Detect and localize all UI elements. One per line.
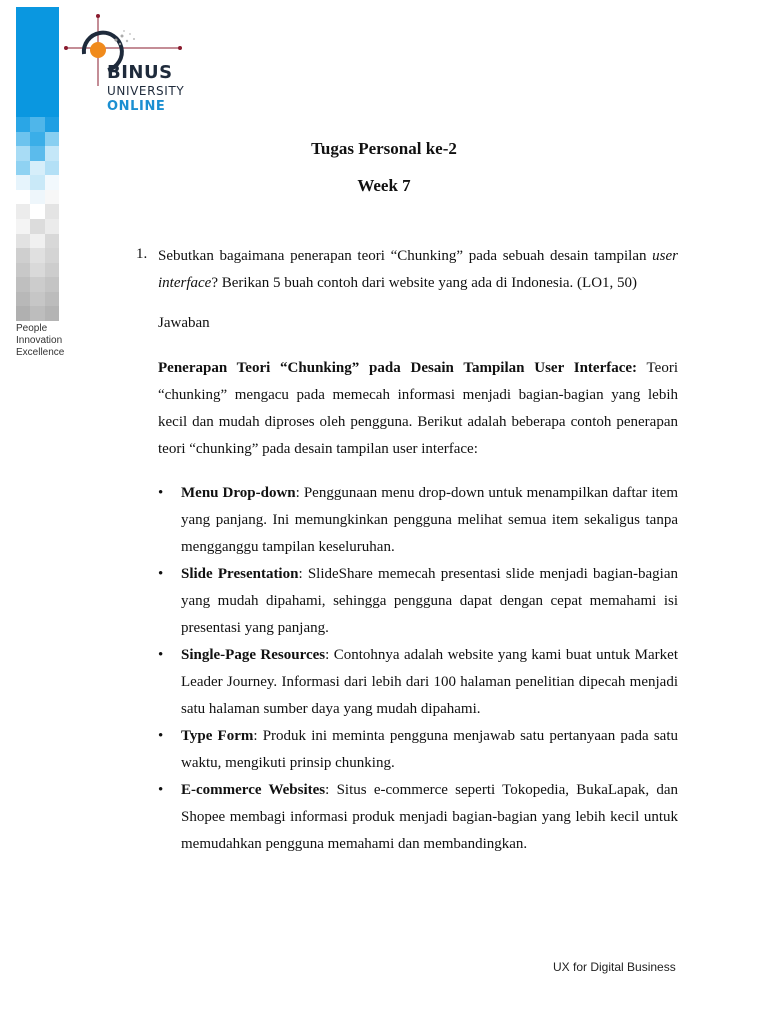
mosaic-tile — [16, 263, 30, 278]
question-text — [158, 243, 678, 297]
question-text-part-1: Sebutkan bagaimana penerapan teori “Chunking” pada sebuah desain tampilan — [158, 248, 653, 264]
answer-intro-heading: Penerapan Teori “Chunking” pada Desain Tampilan User Interface: — [158, 360, 638, 376]
question-text-part-2: ? Berikan 5 buah contoh dari website yang ada di Indonesia. (LO1, 50) — [211, 275, 638, 291]
mosaic-tile — [45, 306, 59, 321]
document-title: Tugas Personal ke-2 — [311, 139, 457, 158]
side-decoration-bar — [16, 7, 59, 321]
mosaic-tile — [30, 306, 44, 321]
mosaic-tile — [16, 204, 30, 219]
mosaic-tile — [45, 204, 59, 219]
logo-brand-text: BINUS — [107, 62, 173, 83]
list-item-term: E-commerce Websites — [181, 782, 326, 798]
tagline-line-3: Excellence — [16, 347, 65, 358]
mosaic-tile — [16, 234, 30, 249]
tagline — [16, 323, 64, 359]
logo-online-text: ONLINE — [107, 99, 166, 114]
mosaic-tile — [30, 292, 44, 307]
answer-intro-text: Teori “chunking” mengacu pada memecah informasi menjadi bagian-bagian yang lebih kecil dan mudah diproses oleh pengguna. Berikut adalah beberapa contoh penerapan teori “chunking” pada desain tampilan user interface: — [158, 360, 678, 457]
mosaic-tile — [30, 263, 44, 278]
mosaic-tile — [30, 219, 44, 234]
answer-label: Jawaban — [158, 315, 210, 331]
side-bar-blue-block — [16, 7, 59, 117]
mosaic-tile — [45, 263, 59, 278]
bullet-icon: • — [158, 566, 164, 582]
mosaic-tile — [30, 204, 44, 219]
list-item-text: : SlideShare memecah presentasi slide menjadi bagian-bagian yang mudah dipahami, sehingga pengguna dapat dengan cepat memahami isi presentasi yang panjang. — [181, 566, 678, 636]
list-item — [158, 561, 678, 642]
bullet-icon: • — [158, 782, 164, 798]
logo-university-text: UNIVERSITY — [107, 84, 185, 98]
mosaic-tile — [30, 234, 44, 249]
example-list — [158, 480, 678, 858]
list-item-text: : Penggunaan menu drop-down untuk menampilkan daftar item yang panjang. Ini memungkinkan pengguna melihat semua item sekaligus tanpa mengganggu tampilan keseluruhan. — [181, 485, 679, 555]
mosaic-tile — [45, 248, 59, 263]
mosaic-tile — [16, 306, 30, 321]
mosaic-tile — [30, 248, 44, 263]
mosaic-tile — [45, 234, 59, 249]
list-item-text: : Produk ini meminta pengguna menjawab satu pertanyaan pada satu waktu, mengikuti prinsip chunking. — [181, 728, 678, 771]
mosaic-tile — [45, 117, 59, 132]
mosaic-tile — [16, 248, 30, 263]
mosaic-tile — [45, 161, 59, 176]
question-number: 1. — [136, 246, 148, 262]
mosaic-tile — [45, 292, 59, 307]
bullet-icon: • — [158, 485, 164, 501]
list-item-term: Slide Presentation — [181, 566, 299, 582]
mosaic-tile — [16, 117, 30, 132]
footer-course-name: UX for Digital Business — [553, 960, 676, 974]
list-item — [158, 480, 678, 561]
mosaic-tile — [16, 277, 30, 292]
list-item-text: : Situs e-commerce seperti Tokopedia, BukaLapak, dan Shopee membagi informasi produk menjadi bagian-bagian yang lebih kecil untuk memudahkan pengguna memahami dan membandingkan. — [181, 782, 679, 852]
mosaic-tile — [30, 277, 44, 292]
list-item — [158, 642, 678, 723]
list-item — [158, 777, 678, 858]
document-week: Week 7 — [357, 176, 411, 195]
mosaic-tile — [16, 292, 30, 307]
list-item-text: : Contohnya adalah website yang kami buat untuk Market Leader Journey. Informasi dari lebih dari 100 halaman penelitian dipecah menjadi satu halaman sumber daya yang mudah dipahami. — [181, 647, 679, 717]
mosaic-tile — [45, 277, 59, 292]
list-item — [158, 723, 678, 777]
list-item-term: Single-Page Resources — [181, 647, 326, 663]
tagline-line-1: People — [16, 323, 48, 334]
tagline-line-2: Innovation — [16, 335, 63, 346]
list-item-term: Menu Drop-down — [181, 485, 296, 501]
mosaic-tile — [16, 161, 30, 176]
list-item-term: Type Form — [181, 728, 254, 744]
mosaic-tile — [16, 219, 30, 234]
bullet-icon: • — [158, 728, 164, 744]
bullet-icon: • — [158, 647, 164, 663]
mosaic-tile — [30, 117, 44, 132]
answer-intro-paragraph — [158, 355, 678, 463]
mosaic-tile — [30, 161, 44, 176]
mosaic-tile — [45, 219, 59, 234]
question-text-emphasis: user interface — [158, 248, 678, 291]
